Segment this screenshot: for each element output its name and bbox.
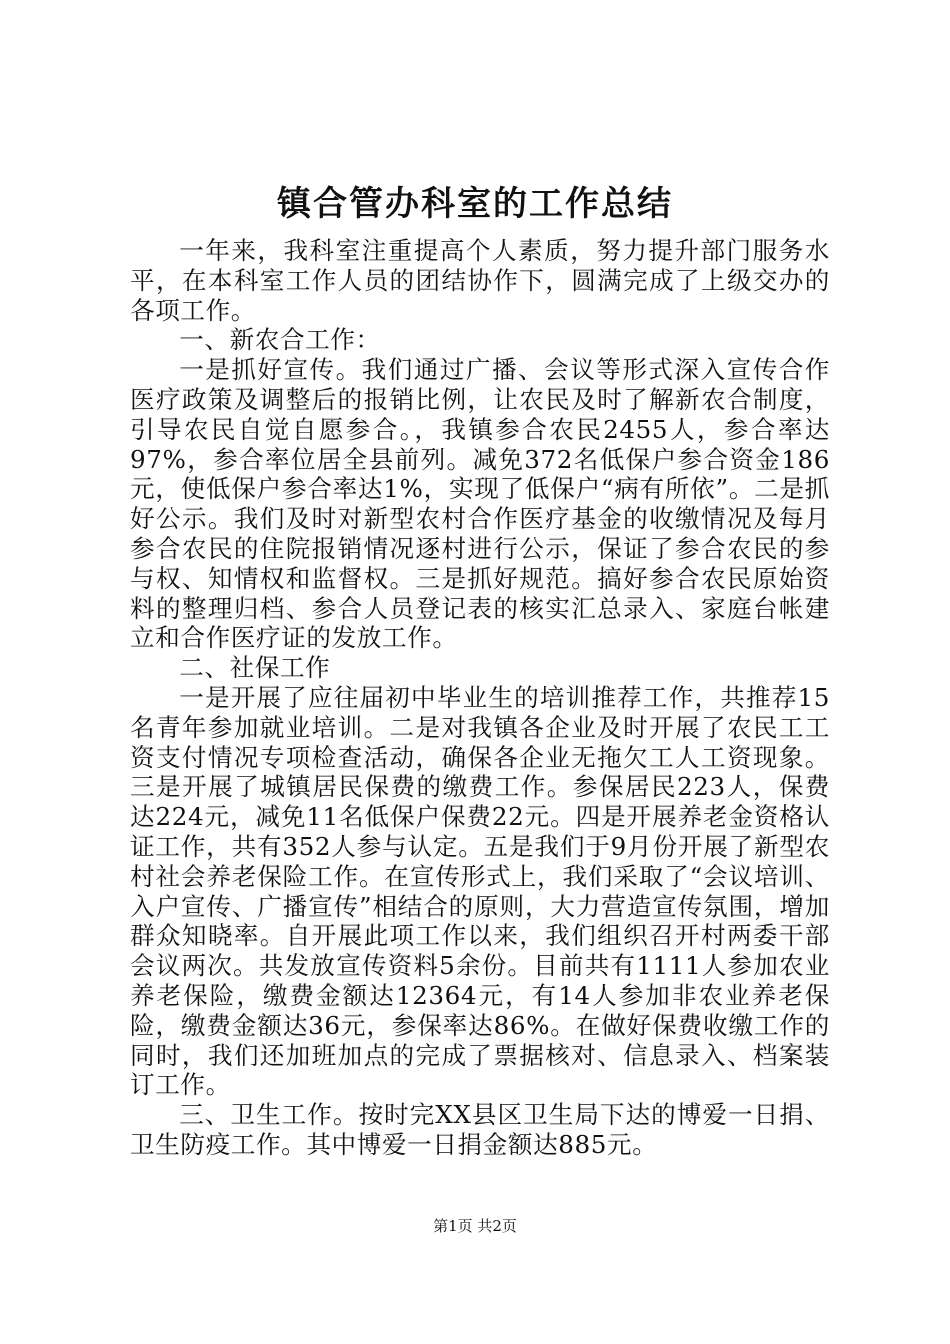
paragraph-shebao: 一是开展了应往届初中毕业生的培训推荐工作，共推荐15名青年参加就业培训。二是对我镇各企业及时开展了农民工工资支付情况专项检查活动，确保各企业无拖欠工人工资现象。三是开展了城镇居民保费的缴费工作。参保居民223人，保费达224元，减免11名低保户保费22元。四是开展养老金资格认证工作，共有352人参与认定。五是我们于9月份开展了新型农村社会养老保险工作。在宣传形式上，我们采取了“会议培训、入户宣传、广播宣传”相结合的原则，大力营造宣传氛围，增加群众知晓率。自开展此项工作以来，我们组织召开村两委干部会议两次。共发放宣传资料5余份。目前共有1111人参加农业养老保险，缴费金额达12364元，有14人参加非农业养老保险，缴费金额达36元，参保率达86%。在做好保费收缴工作的同时，我们还加班加点的完成了票据核对、信息录入、档案装订工作。: [130, 682, 830, 1100]
paragraph-intro: 一年来，我科室注重提高个人素质，努力提升部门服务水平，在本科室工作人员的团结协作下，圆满完成了上级交办的各项工作。: [130, 236, 830, 325]
section-heading-xinnonghe: 一、新农合工作：: [179, 325, 381, 355]
document-title: 镇合管办科室的工作总结: [277, 184, 673, 224]
document-body: [130, 236, 830, 1160]
paragraph-weisheng: 三、卫生工作。按时完XX县区卫生局下达的博爱一日捐、卫生防疫工作。其中博爱一日捐金额达885元。: [130, 1100, 830, 1159]
page-footer: 第1页 共2页: [433, 1217, 517, 1235]
paragraph-xinnonghe: 一是抓好宣传。我们通过广播、会议等形式深入宣传合作医疗政策及调整后的报销比例，让农民及时了解新农合制度，引导农民自觉自愿参合。，我镇参合农民2455人，参合率达97%，参合率位居全县前列。减免372名低保户参合资金186元，使低保户参合率达1%，实现了低保户“病有所依”。二是抓好公示。我们及时对新型农村合作医疗基金的收缴情况及每月参合农民的住院报销情况逐村进行公示，保证了参合农民的参与权、知情权和监督权。三是抓好规范。搞好参合农民原始资料的整理归档、参合人员登记表的核实汇总录入、家庭台帐建立和合作医疗证的发放工作。: [130, 355, 830, 653]
section-heading-shebao: 二、社保工作: [179, 653, 331, 683]
